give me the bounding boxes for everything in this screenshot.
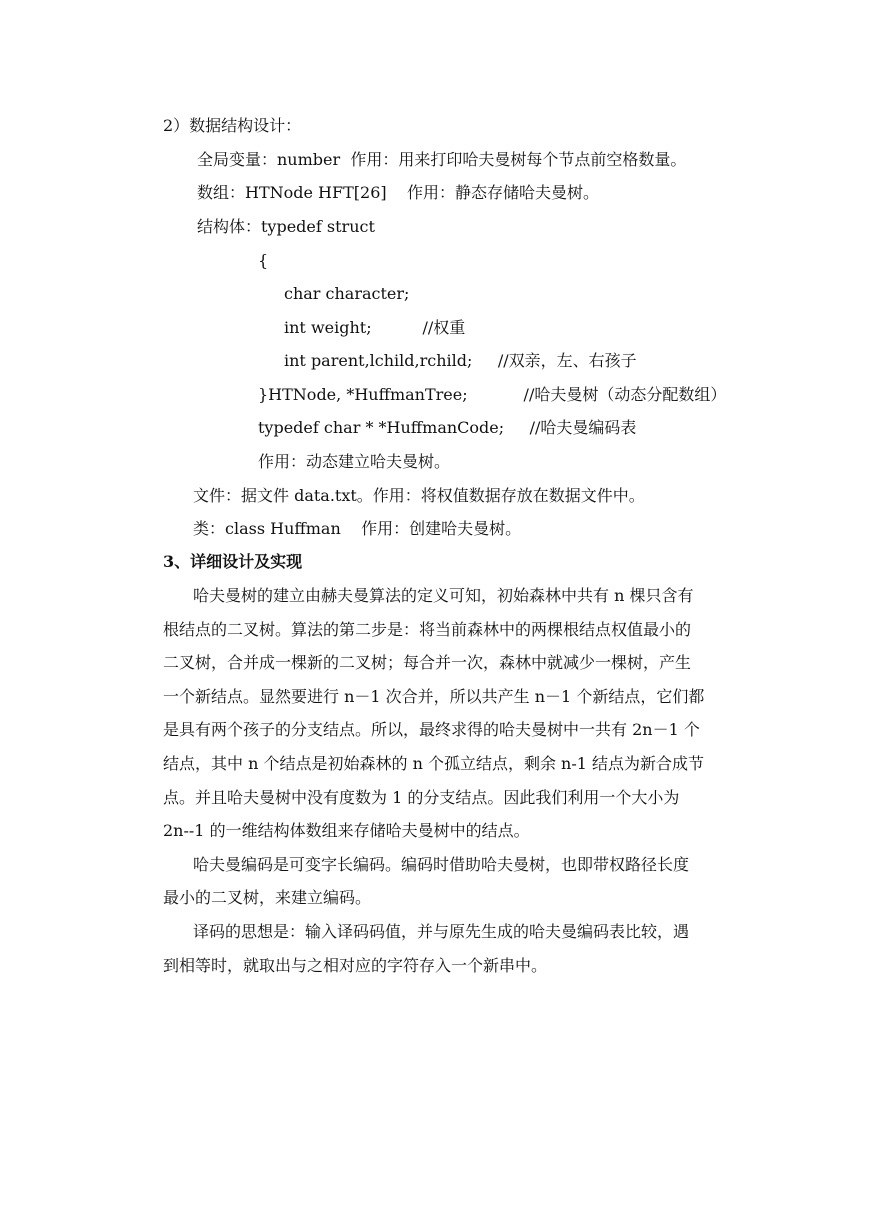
struct-field-parent-children: int parent,lchild,rchild; //双亲，左、右孩子 [284,351,637,370]
paragraph-1-line: 哈夫曼树的建立由赫夫曼算法的定义可知，初始森林中共有 n 棵只含有 [193,586,694,605]
struct-open-brace: { [258,251,269,270]
struct-purpose-line: 作用：动态建立哈夫曼树。 [258,452,451,471]
paragraph-1-line: 2n--1 的一维结构体数组来存储哈夫曼树中的结点。 [163,821,530,840]
paragraph-1-line: 是具有两个孩子的分支结点。所以，最终求得的哈夫曼树中一共有 2n－1 个 [163,720,700,739]
struct-field-weight: int weight; //权重 [284,318,466,337]
paragraph-3-line: 译码的思想是：输入译码码值，并与原先生成的哈夫曼编码表比较，遇 [193,922,690,941]
paragraph-3-line: 到相等时，就取出与之相对应的字符存入一个新串中。 [163,956,548,975]
paragraph-1-line: 结点，其中 n 个结点是初始森林的 n 个孤立结点，剩余 n-1 结点为新合成节 [163,754,705,773]
struct-label-line: 结构体：typedef struct [197,217,375,236]
file-line: 文件：据文件 data.txt。作用：将权值数据存放在数据文件中。 [193,486,645,505]
paragraph-1-line: 一个新结点。显然要进行 n－1 次合并，所以共产生 n－1 个新结点，它们都 [163,687,705,706]
global-variable-line: 全局变量：number 作用：用来打印哈夫曼树每个节点前空格数量。 [197,150,687,169]
paragraph-2-line: 最小的二叉树，来建立编码。 [163,888,372,907]
section-2-heading: 2）数据结构设计： [163,116,302,135]
paragraph-2-line: 哈夫曼编码是可变字长编码。编码时借助哈夫曼树，也即带权路径长度 [193,855,690,874]
paragraph-1-line: 根结点的二叉树。算法的第二步是：将当前森林中的两棵根结点权值最小的 [163,620,692,639]
typedef-huffman-code-line: typedef char * *HuffmanCode; //哈夫曼编码表 [258,418,637,437]
paragraph-1-line: 点。并且哈夫曼树中没有度数为 1 的分支结点。因此我们利用一个大小为 [163,788,680,807]
struct-field-character: char character; [284,284,410,303]
paragraph-1-line: 二叉树，合并成一棵新的二叉树；每合并一次，森林中就减少一棵树，产生 [163,653,692,672]
struct-close-line: }HTNode, *HuffmanTree; //哈夫曼树（动态分配数组） [258,385,727,404]
section-3-heading: 3、详细设计及实现 [163,552,303,571]
class-line: 类：class Huffman 作用：创建哈夫曼树。 [193,519,522,538]
array-line: 数组：HTNode HFT[26] 作用：静态存储哈夫曼树。 [197,183,599,202]
